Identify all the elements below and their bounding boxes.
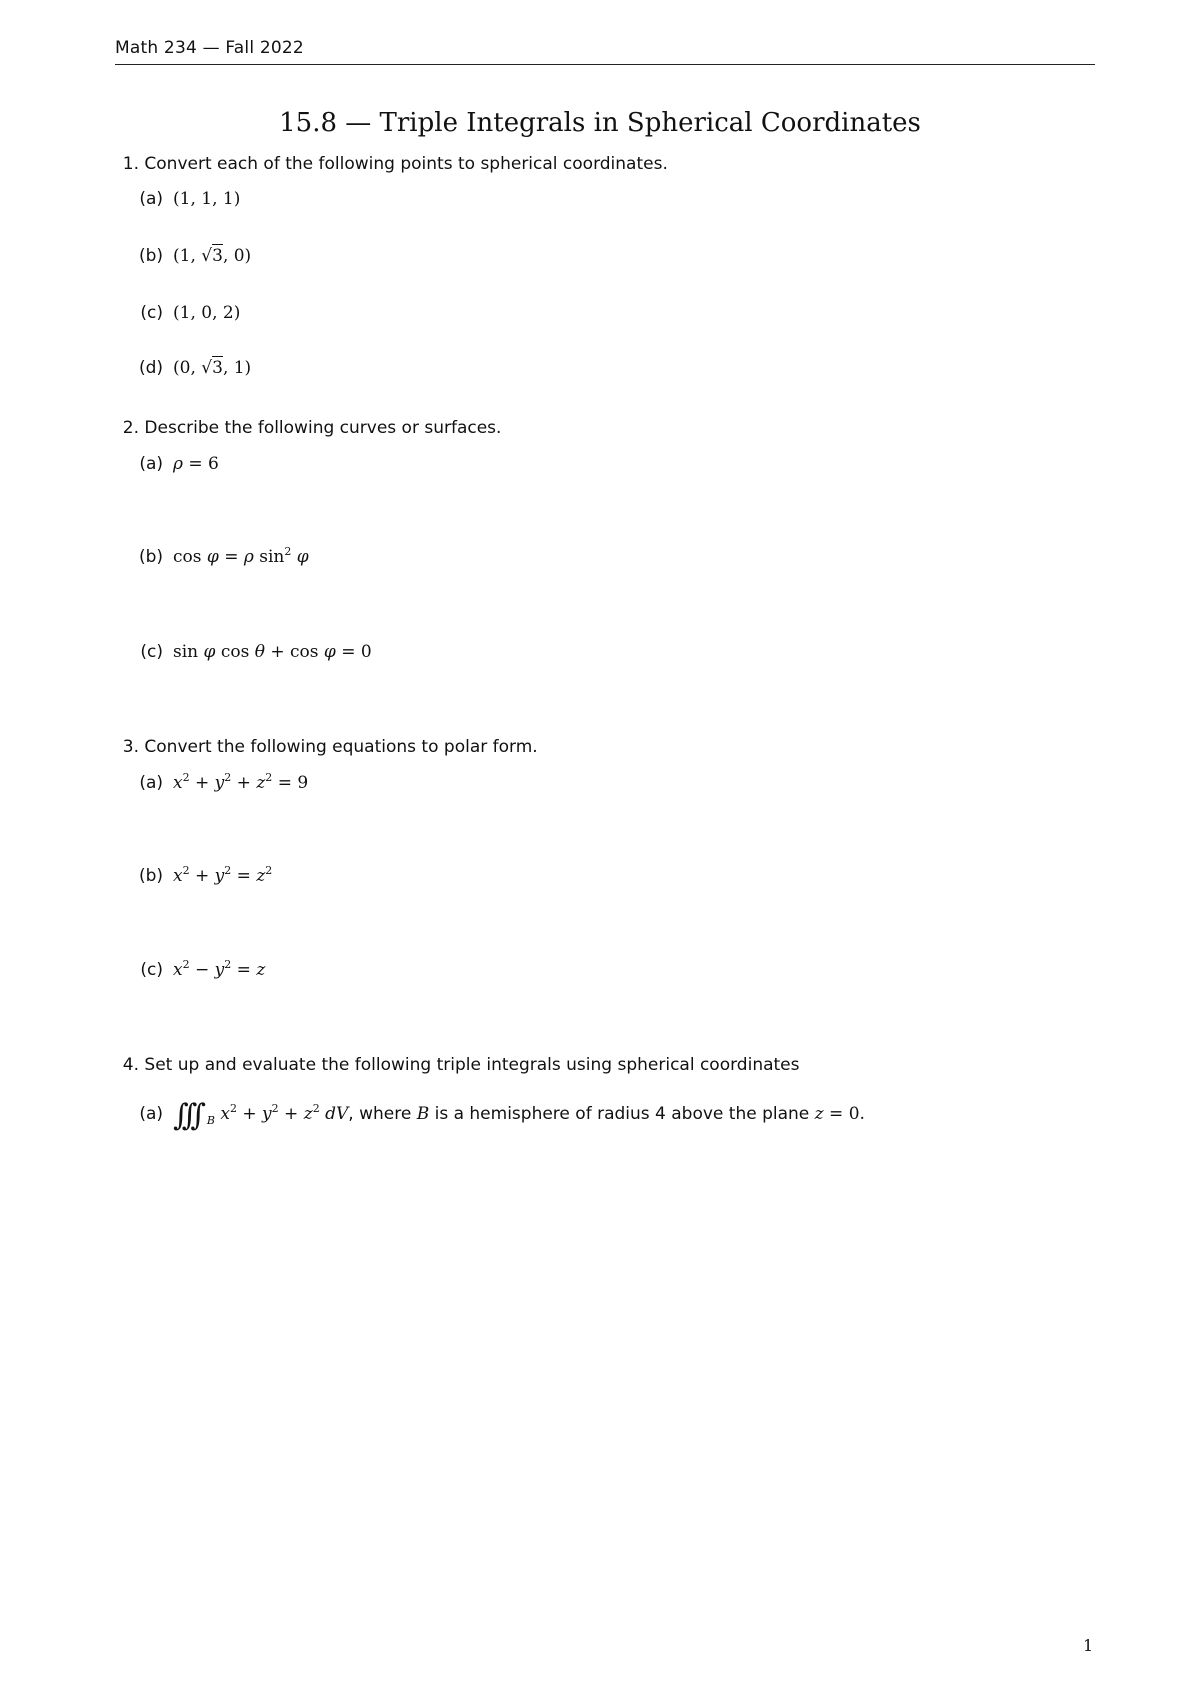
q2-part-a: (a) ρ = 6 (139, 454, 219, 474)
q2-a-equation: ρ = 6 (173, 454, 219, 474)
question-2 (113, 418, 501, 438)
q3-part-b: (b) $x^2 + y^2 = z^2$ (138, 864, 273, 886)
q2-c-equation: sin φ cos θ + cos φ = 0 (173, 642, 372, 662)
question-prompt: Describe the following curves or surfaces. (144, 418, 502, 438)
q4-part-a: (a) ∫∫∫ $_B$ $x^2 + y^2 + z^2$ dV, where B is a hemisphere of radius 4 above the plane z = 0. (139, 1098, 865, 1133)
q3-part-a: (a) $x^2 + y^2 + z^2 = 9$ (139, 771, 309, 793)
question-prompt: Convert the following equations to polar form. (144, 737, 538, 757)
q1-part-d: (d) (0, √3, 1) (138, 358, 252, 378)
q4-a-integral: ∫∫∫ $_B$ $x^2 + y^2 + z^2$ dV (173, 1098, 349, 1133)
question-number: 1. (122, 154, 139, 174)
question-number: 3. (122, 737, 139, 757)
question-number: 2. (122, 418, 139, 438)
q3-b-equation: $x^2 + y^2 = z^2$ (173, 864, 273, 886)
q1-a-point: (1, 1, 1) (173, 189, 241, 209)
q1-b-point: (1, √3, 0) (173, 246, 252, 266)
q1-part-a: (a) (1, 1, 1) (139, 189, 241, 209)
q1-c-point: (1, 0, 2) (173, 303, 241, 323)
page-number: 1 (1083, 1636, 1094, 1655)
q2-part-b: (b) cos φ = ρ $\sin^2 \varphi$ (138, 545, 309, 567)
q3-part-c: (c) $x^2 - y^2 = z$ (140, 958, 266, 980)
page-header (115, 38, 1095, 65)
triple-integral-sign: ∫∫∫ (173, 1098, 199, 1133)
q1-part-c: (c) (1, 0, 2) (140, 303, 241, 323)
q1-part-b: (b) (1, √3, 0) (138, 246, 252, 266)
question-prompt: Set up and evaluate the following triple integrals using spherical coordinates (144, 1055, 800, 1075)
question-prompt: Convert each of the following points to spherical coordinates. (144, 154, 668, 174)
q3-a-equation: $x^2 + y^2 + z^2 = 9$ (173, 771, 309, 793)
question-4 (113, 1055, 800, 1075)
q2-b-equation: cos φ = ρ $\sin^2 \varphi$ (173, 545, 309, 567)
question-3 (113, 737, 538, 757)
course-header: Math 234 — Fall 2022 (115, 38, 304, 58)
question-1 (113, 154, 668, 174)
q1-d-point: (0, √3, 1) (173, 358, 252, 378)
question-number: 4. (122, 1055, 139, 1075)
q3-c-equation: $x^2 - y^2 = z$ (173, 958, 266, 980)
page-title: 15.8 — Triple Integrals in Spherical Coordinates (279, 108, 921, 138)
q2-part-c: (c) sin φ cos θ + cos φ = 0 (140, 642, 372, 662)
